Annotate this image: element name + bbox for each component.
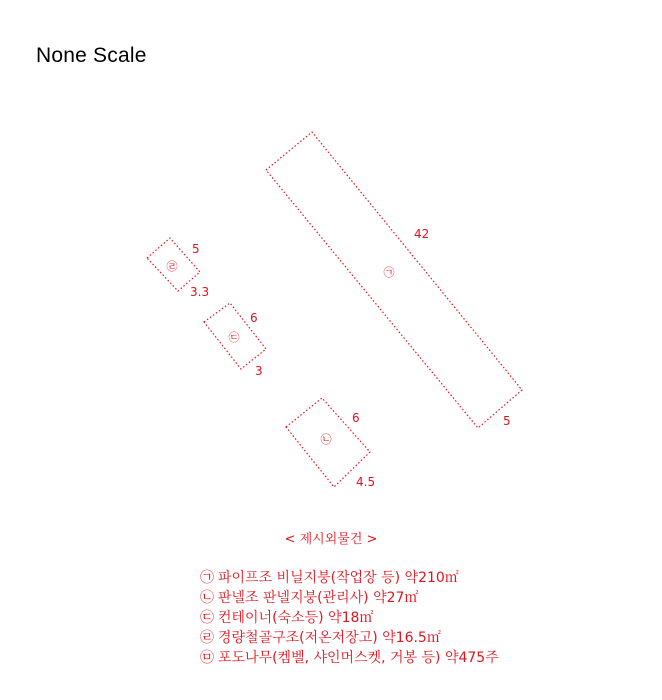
structure-1-marker: ㉠ (383, 266, 395, 279)
legend-marker: ㉤ (200, 650, 214, 666)
legend-text: 판넬조 판넬지붕(관리사) 약27㎡ (218, 590, 419, 606)
legend-item (200, 628, 499, 648)
drawing-scale-title: None Scale (36, 44, 147, 67)
legend-marker: ㉡ (200, 590, 214, 606)
legend-text: 컨테이너(숙소등) 약18㎡ (218, 610, 374, 626)
legend-marker: ㉣ (200, 630, 214, 646)
legend-caption: < 제시외물건 > (284, 532, 378, 547)
legend-marker: ㉠ (200, 570, 214, 586)
structure-3-marker: ㉢ (228, 331, 240, 344)
legend-item (200, 608, 499, 628)
legend-item (200, 568, 499, 588)
legend-list (200, 568, 499, 668)
legend-item (200, 648, 499, 668)
structure-1-dim-short: 5 (503, 414, 511, 428)
structure-3-dim-short: 3 (255, 364, 263, 378)
legend-text: 경량철골구조(저온저장고) 약16.5㎡ (218, 630, 441, 646)
structure-4-dim-short: 3.3 (190, 285, 210, 299)
structure-1-dim-long: 42 (414, 227, 430, 241)
legend-marker: ㉢ (200, 610, 214, 626)
structure-2-marker: ㉡ (320, 433, 332, 446)
structure-3-dim-long: 6 (250, 311, 258, 325)
structure-4-dim-long: 5 (192, 242, 200, 256)
legend-text: 포도나무(켐벨, 샤인머스켓, 거봉 등) 약475주 (218, 650, 499, 666)
structure-1-outline (266, 132, 522, 428)
structure-2-dim-long: 6 (352, 411, 360, 425)
structure-2-dim-short: 4.5 (356, 475, 376, 489)
legend-text: 파이프조 비닐지붕(작업장 등) 약210㎡ (218, 570, 459, 586)
structure-4-marker: ㉣ (166, 260, 178, 273)
legend-item (200, 588, 499, 608)
